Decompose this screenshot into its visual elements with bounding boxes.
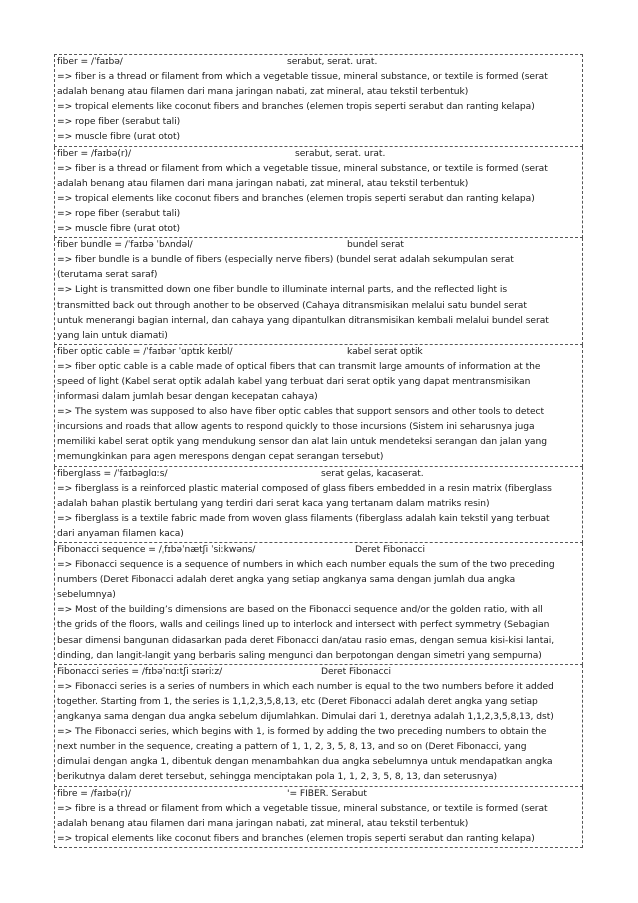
dictionary-entry (54, 54, 583, 147)
dictionary-entry (54, 665, 583, 787)
entry-text-line: => tropical elements like coconut fibers and branches (elemen tropis seperti serabut dan ranting kelapa) (57, 193, 535, 204)
entry-meaning: Deret Fibonacci (321, 666, 391, 677)
entry-meaning: Deret Fibonacci (355, 545, 425, 555)
entry-text-line: => tropical elements like coconut fibers and branches (elemen tropis seperti serabut dan ranting kelapa) (57, 102, 535, 113)
entry-text-line: besar dimensi bangunan didasarkan pada deret Fibonacci dan/atau rasio emas, dengan semua kisi-kisi lantai, (57, 635, 555, 646)
entry-text-line: => The Fibonacci series, which begins with 1, is formed by adding the two preceding numbers to obtain the (57, 727, 547, 738)
entry-text-line: => Fibonacci series is a series of numbers in which each number is equal to the two numbers before it added (57, 681, 554, 692)
entry-header (57, 467, 580, 482)
dictionary-entry (54, 345, 583, 467)
entry-text-line: => Light is transmitted down one fiber bundle to illuminate internal parts, and the reflected light is (57, 285, 508, 296)
entry-text-line: => The system was supposed to also have fiber optic cables that support sensors and other tools to detect (57, 407, 545, 418)
entry-header (57, 147, 580, 162)
entry-text-line: the grids of the floors, walls and ceilings lined up to interlock and intersect with perfect symmetry (Sebagian (57, 620, 550, 631)
entry-text-line: numbers (Deret Fibonacci adalah deret angka yang setiap angkanya sama dengan jumlah dua angka (57, 575, 516, 586)
dictionary-entry (54, 787, 583, 848)
entry-text-line: adalah benang atau filamen dari mana jaringan nabati, zat mineral, atau tekstil terbentuk) (57, 818, 469, 829)
entry-text-line: => fiberglass is a reinforced plastic material composed of glass fibers embedded in a resin matrix (fiberglass (57, 483, 552, 494)
entry-text-line: next number in the sequence, creating a pattern of 1, 1, 2, 3, 5, 8, 13, and so on (Deret Fibonacci, yang (57, 742, 527, 753)
entry-header (57, 543, 580, 558)
entry-text-line: adalah benang atau filamen dari mana jaringan nabati, zat mineral, atau tekstil terbentuk) (57, 87, 469, 98)
entry-text-line: sebelumnya) (57, 590, 116, 601)
entry-text-line: berikutnya dalam deret tersebut, sehingga menciptakan pola 1, 1, 2, 3, 5, 8, 13, dan seterusnya) (57, 772, 498, 783)
entry-header (57, 665, 580, 680)
entry-text-line: => fibre is a thread or filament from which a vegetable tissue, mineral substance, or textile is formed (serat (57, 803, 548, 814)
entry-text-line: dimulai dengan angka 1, dibentuk dengan menambahkan dua angka sebelumnya untuk mendapatkan angka (57, 757, 553, 768)
entry-headword: fiber bundle = /ˈfaɪbə ˈbʌndəl/ (57, 240, 193, 251)
entry-meaning: kabel serat optik (347, 346, 423, 357)
entry-text-line: => fiber is a thread or filament from which a vegetable tissue, mineral substance, or textile is formed (serat (57, 72, 548, 83)
entry-headword: Fibonacci series = /fɪbəˈnɑːtʃi sɪəriːz/ (57, 666, 223, 677)
entry-text-line: => rope fiber (serabut tali) (57, 208, 181, 219)
dictionary-entry (54, 543, 583, 665)
entry-text-line: memungkinkan para agen merespons dengan cepat serangan tersebut) (57, 452, 384, 463)
entry-text-line: adalah bahan plastik bertulang yang terdiri dari serat kaca yang tertanam dalam matriks resin) (57, 498, 490, 509)
entry-text-line: (terutama serat saraf) (57, 270, 158, 281)
entry-meaning: bundel serat (347, 240, 404, 251)
entry-text-line: => fiberglass is a textile fabric made from woven glass filaments (fiberglass adalah kain tekstil yang terbuat (57, 513, 550, 524)
entry-header (57, 787, 580, 802)
entry-headword: fibre = /faɪbə(r)/ (57, 788, 131, 799)
entry-text-line: => muscle fibre (urat otot) (57, 224, 180, 235)
entry-text-line: => Fibonacci sequence is a sequence of numbers in which each number equals the sum of the two preceding (57, 560, 555, 571)
dictionary-entry (54, 238, 583, 345)
entry-text-line: together. Starting from 1, the series is 1,1,2,3,5,8,13, etc (Deret Fibonacci adalah deret angka yang setiap (57, 696, 538, 707)
entry-meaning: serat gelas, kacaserat. (321, 468, 424, 479)
entry-text-line: => rope fiber (serabut tali) (57, 117, 181, 128)
entry-header (57, 238, 580, 253)
entry-headword: fiber = /ˈfaɪbə/ (57, 57, 123, 67)
dictionary-entry (54, 467, 583, 543)
entry-text-line: speed of light (Kabel serat optik adalah kabel yang terbuat dari serat optik yang dapat mentransmisikan (57, 376, 531, 387)
entry-text-line: => fiber bundle is a bundle of fibers (especially nerve fibers) (bundel serat adalah sekumpulan serat (57, 255, 514, 266)
dictionary-entry (54, 147, 583, 239)
entry-text-line: informasi dalam jumlah besar dengan kecepatan cahaya) (57, 392, 318, 403)
dictionary-page (54, 54, 583, 848)
entry-text-line: transmitted back out through another to be observed (Cahaya ditransmisikan melalui satu bundel serat (57, 300, 527, 311)
entry-text-line: angkanya sama dengan dua angka sebelum dijumlahkan. Dimulai dari 1, deretnya adalah 1,1,2,3,5,8,13, dst) (57, 712, 554, 723)
entry-text-line: adalah benang atau filamen dari mana jaringan nabati, zat mineral, atau tekstil terbentuk) (57, 178, 469, 189)
entry-meaning: '= FIBER. Serabut (287, 788, 367, 799)
entry-text-line: => tropical elements like coconut fibers and branches (elemen tropis seperti serabut dan ranting kelapa) (57, 833, 535, 844)
entry-header (57, 55, 580, 70)
entry-text-line: dinding, dan langit-langit yang berbaris saling mengunci dan berpotongan dengan simetri yang sempurna) (57, 650, 542, 661)
entry-text-line: => fiber is a thread or filament from which a vegetable tissue, mineral substance, or textile is formed (serat (57, 163, 548, 174)
entry-text-line: => fiber optic cable is a cable made of optical fibers that can transmit large amounts of information at the (57, 361, 541, 372)
entry-text-line: dari anyaman filamen kaca) (57, 528, 184, 539)
entry-text-line: => Most of the building’s dimensions are based on the Fibonacci sequence and/or the golden ratio, with all (57, 605, 543, 616)
entry-meaning: serabut, serat. urat. (287, 57, 378, 67)
entry-headword: fiberglass = /ˈfaɪbəglɑːs/ (57, 468, 168, 479)
entry-text-line: => muscle fibre (urat otot) (57, 132, 180, 143)
entry-meaning: serabut, serat. urat. (295, 148, 386, 159)
entry-headword: Fibonacci sequence = /ˌfɪbəˈnætʃi ˈsiːkwəns/ (57, 545, 256, 555)
entry-text-line: memiliki kabel serat optik yang mendukung sensor dan alat lain untuk mendeteksi serangan dan jalan yang (57, 437, 547, 448)
entry-text-line: untuk menerangi bagian internal, dan cahaya yang dipantulkan ditransmisikan kembali melalui bundel serat (57, 315, 549, 326)
entry-headword: fiber = /faɪbə(r)/ (57, 148, 132, 159)
entry-text-line: yang lain untuk diamati) (57, 330, 168, 341)
entry-headword: fiber optic cable = /ˈfaɪbər ˈɑptɪk keɪbl/ (57, 346, 233, 357)
entry-header (57, 345, 580, 360)
entry-text-line: incursions and roads that allow agents to respond quickly to those incursions (Sistem ini seharusnya juga (57, 422, 535, 433)
